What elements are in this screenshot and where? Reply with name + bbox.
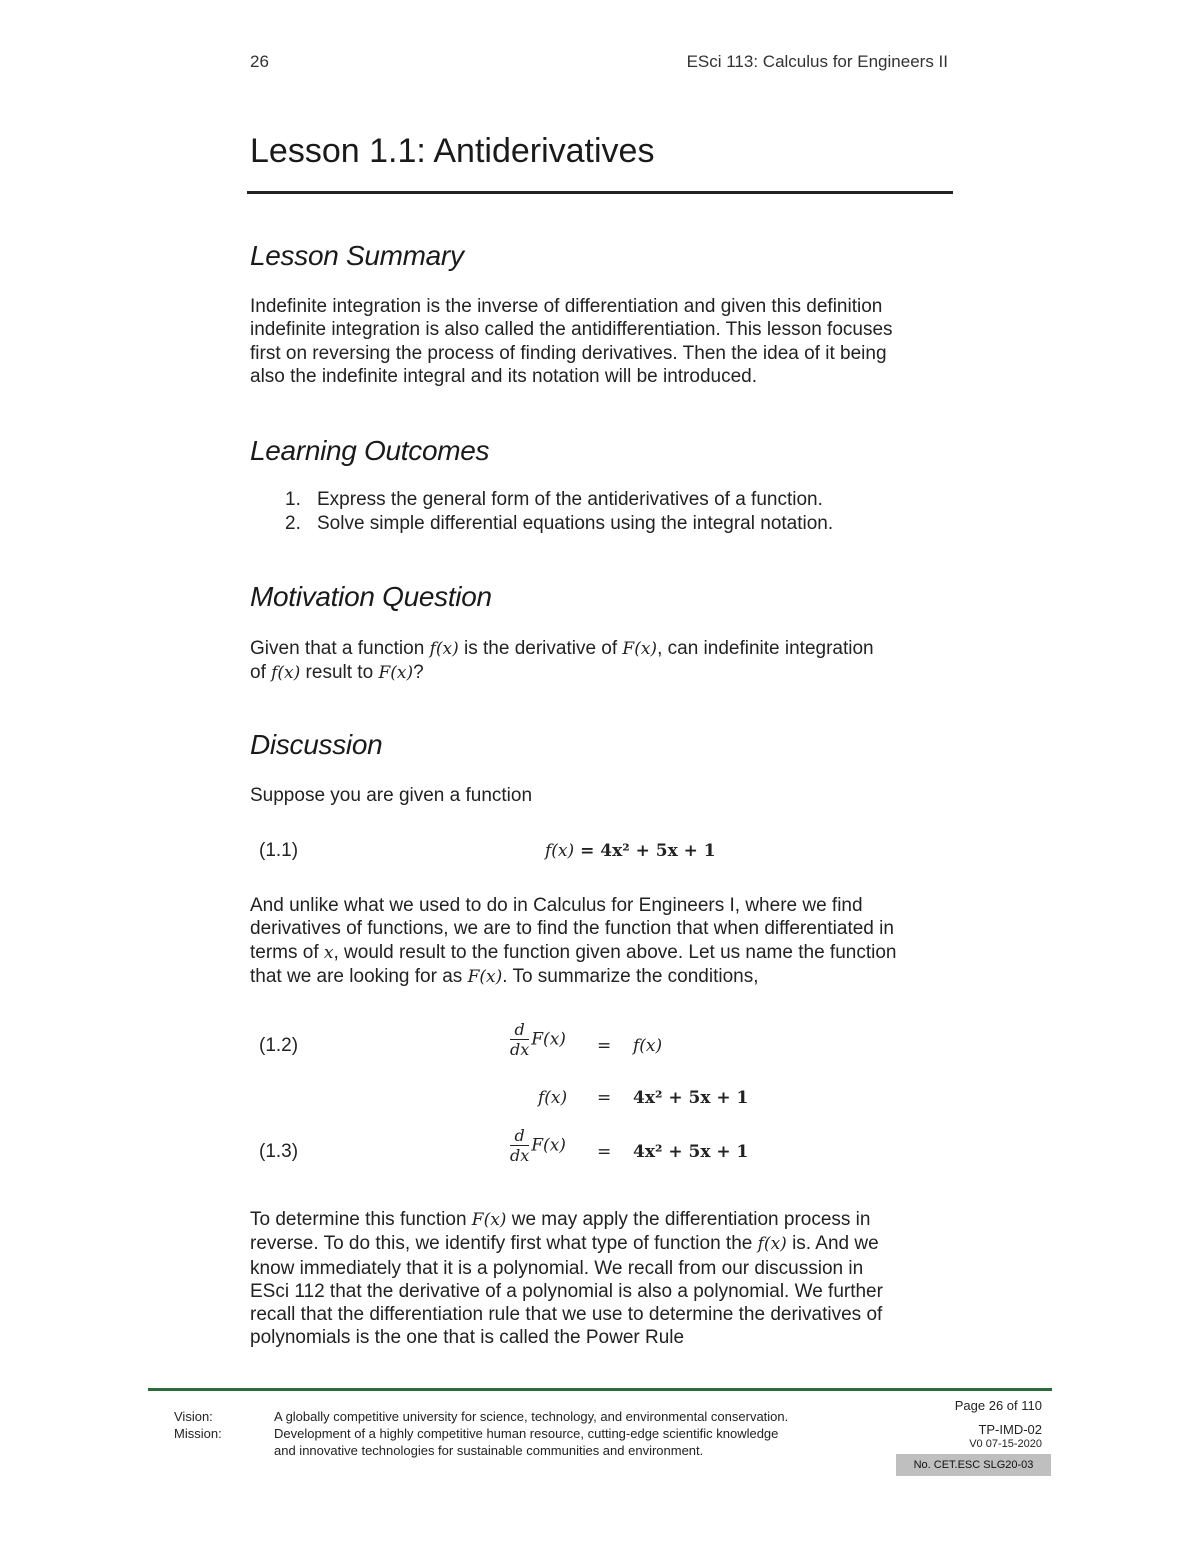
- discussion-paragraph-1: [250, 894, 970, 989]
- math-equals: =: [597, 1036, 612, 1056]
- frac-numerator: d: [510, 1126, 529, 1146]
- paragraph-line: polynomials is the one that is called the Power Rule: [250, 1327, 685, 1349]
- doc-version: V0 07-15-2020: [969, 1438, 1042, 1450]
- motivation-heading: Motivation Question: [250, 581, 492, 612]
- list-item: [285, 488, 833, 512]
- text: Given that a function: [250, 638, 430, 659]
- math-Fx: F(x): [531, 1029, 566, 1050]
- text: we may apply the differentiation process in: [506, 1209, 871, 1230]
- mission-label: Mission:: [174, 1426, 222, 1441]
- summary-heading: Lesson Summary: [250, 240, 464, 271]
- discussion-heading: Discussion: [250, 729, 383, 760]
- paragraph-line: [250, 1208, 970, 1232]
- math-polynomial: 4x² + 5x + 1: [633, 1142, 749, 1162]
- summary-line: Indefinite integration is the inverse of differentiation and given this definition: [250, 296, 883, 317]
- equation-label: (1.3): [259, 1141, 299, 1162]
- summary-line: first on reversing the process of finding derivatives. Then the idea of it being: [250, 342, 887, 364]
- paragraph-line: know immediately that it is a polynomial. We recall from our discussion in: [250, 1257, 864, 1279]
- doc-code: TP-IMD-02: [978, 1422, 1042, 1437]
- title-divider: [247, 191, 953, 194]
- list-text: Express the general form of the antiderivatives of a function.: [317, 489, 823, 510]
- equation-1-1: [545, 840, 716, 862]
- summary-line: also the indefinite integral and its notation will be introduced.: [250, 365, 757, 387]
- math-polynomial: 4x² + 5x + 1: [600, 841, 716, 861]
- derivative-operator: [510, 1020, 529, 1059]
- text: reverse. To do this, we identify first what type of function the: [250, 1233, 758, 1255]
- math-equals: =: [574, 841, 601, 861]
- discussion-paragraph-2: [250, 1208, 970, 1350]
- math-x: x: [323, 942, 334, 963]
- math-Fx: F(x): [467, 966, 503, 987]
- motivation-line: [250, 661, 970, 685]
- math-Fx: F(x): [531, 1135, 566, 1156]
- equation-1-3-lhs: [510, 1126, 566, 1165]
- summary-line: indefinite integration is also called the antidifferentiation. This lesson focuses: [250, 319, 893, 341]
- equation-label: (1.1): [259, 840, 299, 861]
- frac-numerator: d: [510, 1020, 529, 1040]
- frac-denominator: dx: [510, 1146, 530, 1165]
- vision-text: A globally competitive university for science, technology, and environmental conservation.: [274, 1409, 789, 1424]
- page-title: Lesson 1.1: Antiderivatives: [250, 132, 655, 170]
- paragraph-line: derivatives of functions, we are to find the function that when differentiated in: [250, 918, 894, 940]
- text: To determine this function: [250, 1209, 472, 1230]
- header-course: ESci 113: Calculus for Engineers II: [686, 52, 948, 71]
- summary-paragraph: [250, 295, 970, 388]
- math-Fx: F(x): [622, 639, 658, 659]
- paragraph-line: [250, 965, 970, 989]
- outcomes-list: [285, 488, 833, 536]
- math-fx: f(x): [538, 1088, 568, 1108]
- text: , can indefinite integration: [657, 638, 874, 659]
- list-text: Solve simple differential equations using the integral notation.: [317, 513, 834, 534]
- equation-label: (1.2): [259, 1035, 299, 1056]
- math-fx: f(x): [271, 663, 301, 684]
- mission-text: and innovative technologies for sustainable communities and environment.: [274, 1443, 704, 1458]
- paragraph-line: [250, 1232, 970, 1256]
- paragraph-line: And unlike what we used to do in Calculus for Engineers I, where we find: [250, 895, 863, 916]
- motivation-paragraph: [250, 637, 970, 686]
- math-fx: f(x): [429, 639, 459, 659]
- paragraph-line: [250, 941, 970, 965]
- math-Fx: F(x): [471, 1210, 507, 1230]
- math-fx: f(x): [633, 1036, 663, 1056]
- outcomes-heading: Learning Outcomes: [250, 435, 490, 466]
- frac-denominator: dx: [510, 1040, 530, 1059]
- text: is. And we: [786, 1233, 879, 1255]
- mission-text: Development of a highly competitive human resource, cutting-edge scientific knowledge: [274, 1426, 779, 1441]
- footer-divider: [148, 1388, 1052, 1391]
- text: . To summarize the conditions,: [502, 965, 759, 987]
- vision-label: Vision:: [174, 1409, 213, 1424]
- math-fx: f(x): [757, 1234, 787, 1255]
- header-page-number: 26: [250, 52, 269, 71]
- text: that we are looking for as: [250, 965, 468, 987]
- equation-1-2-lhs: [510, 1020, 566, 1059]
- text: , would result to the function given above. Let us name the function: [333, 941, 897, 963]
- math-fx: f(x): [545, 841, 575, 861]
- list-number: 2.: [285, 513, 301, 534]
- paragraph-line: ESci 112 that the derivative of a polynomial is also a polynomial. We further: [250, 1280, 883, 1302]
- motivation-line: [250, 637, 970, 661]
- text: is the derivative of: [458, 638, 623, 659]
- doc-number-badge: No. CET.ESC SLG20-03: [896, 1454, 1051, 1476]
- text: ?: [413, 662, 424, 684]
- text: of: [250, 662, 272, 684]
- math-equals: =: [597, 1142, 612, 1162]
- paragraph-line: recall that the differentiation rule that we use to determine the derivatives of: [250, 1304, 883, 1326]
- math-Fx: F(x): [378, 663, 414, 684]
- math-equals: =: [597, 1088, 612, 1108]
- list-number: 1.: [285, 489, 301, 510]
- list-item: [285, 512, 833, 536]
- text: result to: [300, 662, 379, 684]
- page-info: Page 26 of 110: [954, 1398, 1042, 1413]
- text: terms of: [250, 941, 324, 963]
- discussion-intro: Suppose you are given a function: [250, 785, 533, 806]
- derivative-operator: [510, 1126, 529, 1165]
- math-polynomial: 4x² + 5x + 1: [633, 1088, 749, 1108]
